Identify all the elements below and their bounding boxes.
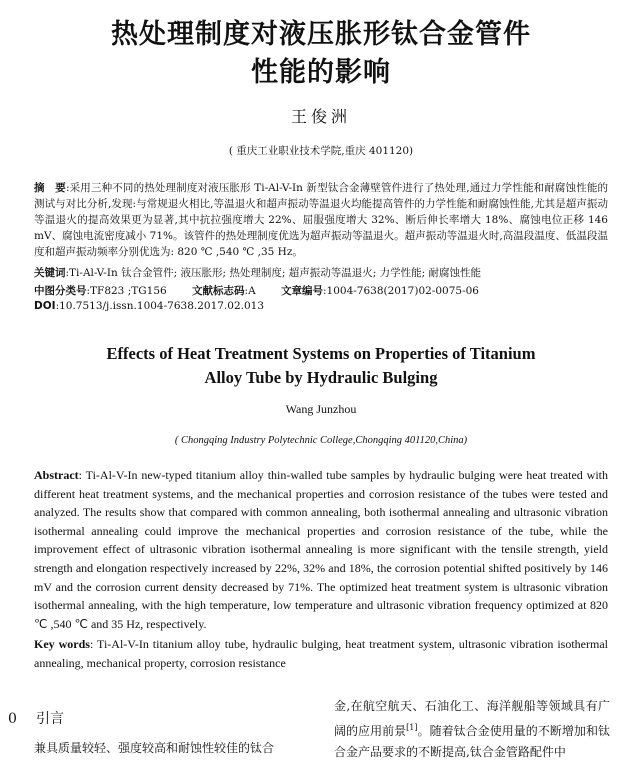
section-heading [8, 708, 64, 728]
doi-row [34, 300, 264, 312]
body-right-text-a: 金,在航空航天、石油化工、海洋舰船等领域具有广阔的应用前景 [334, 699, 610, 738]
affiliation-en: ( Chongqing Industry Polytechnic College,Chongqing 401120,China) [174, 435, 468, 446]
title-en-line2: Alloy Tube by Hydraulic Bulging [204, 368, 438, 387]
keywords-en-text: : Ti-Al-V-In titanium alloy tube, hydraulic bulging, heat treatment system, ultrasonic vibration isothermal annealing, mechanical property, corrosion resistance [34, 637, 608, 670]
section-number: 0 [8, 711, 17, 727]
abstract-en-label: Abstract [34, 468, 79, 482]
title-cn-line2: 性能的影响 [251, 57, 391, 88]
classification-row [34, 283, 501, 298]
body-right-column [334, 696, 610, 763]
author-en: Wang Junzhou [285, 402, 357, 416]
clc-value: :TF823 ;TG156 [86, 285, 167, 297]
keywords-cn-text: :Ti-Al-V-In 钛合金管件; 液压胀形; 热处理制度; 超声振动等温退火; 力学性能; 耐腐蚀性能 [65, 267, 481, 279]
abstract-en [34, 466, 608, 633]
abstract-cn [34, 180, 608, 260]
title-cn-line1: 热处理制度对液压胀形钛合金管件 [111, 19, 531, 50]
abstract-en-text: : Ti-Al-V-In new-typed titanium alloy thin-walled tube samples by hydraulic bulging were heat treated with different heat treatment systems, and the mechanical properties and corrosion resistance of the tubes were tested and analyzed. The results show that compared with common annealing, both isothermal annealing and ultrasonic vibration isothermal annealing could improve the mechanical properties and corrosion resistance of the tube, while the improvement effect of ultrasonic vibration isothermal annealing is more significant with the tensile strength, yield strength and elongation respectively increased by 22%, 32% and 18%, the corrosion potential shifted positively by 146 mV and the corrosion current density decreased by 71%. The optimized heat treatment system is ultrasonic vibration isothermal annealing, with the high temperature, low temperature and ultrasonic vibration frequency optimized at 820 ℃ ,540 ℃ and 35 Hz, respectively. [34, 468, 608, 631]
abstract-cn-text: :采用三种不同的热处理制度对液压胀形 Ti-Al-V-In 新型钛合金薄壁管件进行了热处理,通过力学性能和耐腐蚀性能的测试与对比分析,发现:与常规退火相比,等温退火和超声振动等温退火均能提高管件的力学性能和耐腐蚀性能,尤其是超声振动等温退火的提高效果更为显著,其中抗拉强度增大 22%、屈服强度增大 32%、断后伸长率增大 18%、腐蚀电位正移 146 mV、腐蚀电流密度减小 71%。该管件的热处理制度优选为超声振动等温退火。超声振动等温退火时,高温段温度、低温段温度和超声振动频率分别优选为: 820 ℃ ,540 ℃ ,35 Hz。 [34, 182, 609, 258]
doi-value: :10.7513/j.issn.1004-7638.2017.02.013 [55, 300, 265, 312]
author-cn: 王俊洲 [290, 107, 351, 126]
article-no-label: 文章编号 [281, 285, 323, 297]
affiliation-cn: ( 重庆工业职业技术学院,重庆 401120) [228, 145, 414, 157]
keywords-cn-label: 关键词 [34, 267, 66, 279]
keywords-cn [34, 265, 608, 281]
clc-label: 中图分类号 [34, 285, 87, 297]
body-right-text-b: 。随着钛合金使用量的不断增加和钛合金产品要求的不断提高,钛合金管路配件中 [334, 724, 610, 759]
title-en-line1: Effects of Heat Treatment Systems on Properties of Titanium [106, 344, 536, 363]
doi-label: DOI [34, 300, 56, 312]
doc-code-label: 文献标志码 [192, 285, 245, 297]
reference-marker[interactable]: [1] [406, 723, 418, 732]
doc-code-value: :A [244, 285, 256, 297]
section-title: 引言 [36, 711, 64, 727]
keywords-en-label: Key words [34, 637, 90, 651]
keywords-en [34, 635, 608, 672]
abstract-cn-label: 摘 要 [34, 182, 66, 194]
body-left-column: 兼具质量较轻、强度较高和耐蚀性较佳的钛合 [34, 741, 275, 755]
article-no-value: :1004-7638(2017)02-0075-06 [323, 285, 479, 297]
